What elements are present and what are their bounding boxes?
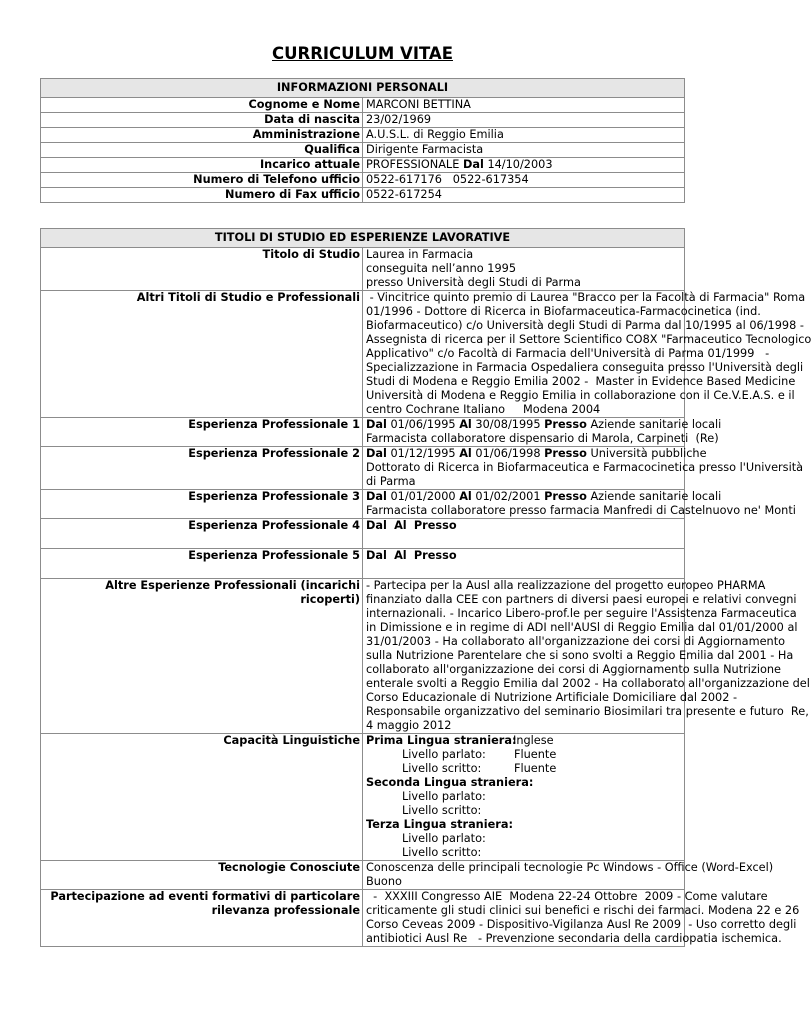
field-value: [363, 890, 800, 947]
level-value: Fluente: [514, 748, 557, 761]
field-value: [363, 519, 685, 549]
text-line: finanziato dalla CEE con partners di diversi paesi europei e relativi convegni: [366, 593, 797, 606]
text-line: presso Università degli Studi di Parma: [366, 276, 581, 289]
date-from: 01/01/2000: [390, 490, 456, 503]
table-row: [41, 734, 685, 861]
text-line: Assegnista di ricerca per il Settore Scientifico CO8X "Farmaceutico Tecnologico: [366, 333, 811, 346]
presso-keyword: Presso: [544, 490, 587, 503]
language-level: [366, 748, 681, 762]
field-label: Qualifica: [41, 143, 363, 158]
field-value: 0522-617176 0522-617354: [363, 173, 685, 188]
table-row: [41, 291, 685, 418]
text-line: Biofarmaceutico) c/o Università degli Studi di Parma dal 10/1995 al 06/1998 -: [366, 319, 804, 332]
al-keyword: Al: [394, 519, 407, 532]
table-row: [41, 861, 685, 890]
field-label: Titolo di Studio: [41, 248, 363, 291]
dal-keyword: Dal: [366, 490, 387, 503]
level-label: Livello scritto:: [402, 804, 482, 817]
table-row: [41, 158, 685, 173]
presso-keyword: Presso: [413, 549, 457, 562]
field-value: [363, 447, 804, 490]
date-from: 01/12/1995: [390, 447, 456, 460]
employer: Aziende sanitarie locali: [590, 418, 722, 431]
text-line: collaborato all'organizzazione dei corsi di Aggiornamento sulla Nutrizione: [366, 663, 782, 676]
text-line: in Dimissione e in regime di ADI nell'AUSl di Reggio Emilia dal 01/01/2000 al: [366, 621, 798, 634]
table-row: [41, 447, 685, 490]
personal-info-header: INFORMAZIONI PERSONALI: [41, 79, 685, 98]
text-line: centro Cochrane Italiano Modena 2004: [366, 403, 601, 416]
al-keyword: Al: [459, 490, 472, 503]
dal-keyword: Dal: [366, 549, 387, 562]
al-keyword: Al: [459, 447, 472, 460]
text-line: Corso Ceveas 2009 - Dispositivo-Vigilanza Ausl Re 2009 - Uso corretto degli: [366, 918, 797, 931]
language-title: Prima Lingua straniera:: [366, 734, 517, 747]
text-line: - Vincitrice quinto premio di Laurea "Bracco per la Facoltà di Farmacia" Roma: [366, 291, 806, 304]
field-label: Esperienza Professionale 3: [41, 490, 363, 519]
field-value: [363, 734, 685, 861]
text-line: Laurea in Farmacia: [366, 248, 474, 261]
dal-keyword: Dal: [462, 158, 484, 171]
table-row: [41, 248, 685, 291]
field-label: Esperienza Professionale 1: [41, 418, 363, 447]
language-title: Terza Lingua straniera:: [366, 818, 513, 831]
field-value: [363, 418, 722, 447]
field-label: Data di nascita: [41, 113, 363, 128]
text-line: Buono: [366, 875, 402, 888]
text-line: 4 maggio 2012: [366, 719, 452, 732]
field-label: Capacità Linguistiche: [41, 734, 363, 861]
field-value: [363, 158, 685, 173]
field-value: 0522-617254: [363, 188, 685, 203]
incarico-date: 14/10/2003: [487, 158, 553, 171]
employer: Università pubbliche: [590, 447, 707, 460]
field-label: Tecnologie Conosciute: [41, 861, 363, 890]
level-label: Livello parlato:: [402, 832, 486, 845]
table-row: [41, 890, 685, 947]
incarico-type: PROFESSIONALE: [366, 158, 460, 171]
level-label: Livello scritto:: [402, 846, 482, 859]
field-label: Numero di Telefono ufficio: [41, 173, 363, 188]
field-label: Numero di Fax ufficio: [41, 188, 363, 203]
date-to: 30/08/1995: [475, 418, 541, 431]
text-line: Corso Educazionale di Nutrizione Artificiale Domiciliare dal 2002 -: [366, 691, 738, 704]
table-row: [41, 188, 685, 203]
text-line: Applicativo" c/o Facoltà di Farmacia dell'Università di Parma 01/1999 -: [366, 347, 770, 360]
table-row: [41, 143, 685, 158]
date-from: 01/06/1995: [390, 418, 456, 431]
field-label: Altri Titoli di Studio e Professionali: [41, 291, 363, 418]
table-row: [41, 549, 685, 579]
level-value: Fluente: [514, 762, 557, 775]
presso-keyword: Presso: [413, 519, 457, 532]
studies-header: TITOLI DI STUDIO ED ESPERIENZE LAVORATIVE: [41, 229, 685, 248]
text-line: di Parma: [366, 475, 416, 488]
language-name: Inglese: [513, 734, 554, 747]
field-label: Amministrazione: [41, 128, 363, 143]
field-value: [363, 248, 685, 291]
text-line: Università di Modena e Reggio Emilia in collaborazione con il Ce.V.E.A.S. e il: [366, 389, 795, 402]
language-title: Seconda Lingua straniera:: [366, 776, 534, 789]
field-label: Esperienza Professionale 5: [41, 549, 363, 579]
text-line: 31/01/2003 - Ha collaborato all'organizzazione dei corsi di Aggiornamento: [366, 635, 786, 648]
dal-keyword: Dal: [366, 519, 387, 532]
presso-keyword: Presso: [544, 418, 587, 431]
field-value: Dirigente Farmacista: [363, 143, 685, 158]
field-value: 23/02/1969: [363, 113, 685, 128]
language-level: [366, 762, 681, 776]
studies-table: [40, 228, 811, 947]
experience-dates: [366, 447, 707, 461]
table-row: [41, 519, 685, 549]
presso-keyword: Presso: [544, 447, 587, 460]
text-line: conseguita nell’anno 1995: [366, 262, 517, 275]
field-value: [363, 291, 811, 418]
field-value: [363, 490, 796, 519]
page-title: CURRICULUM VITAE: [272, 44, 453, 63]
personal-info-table: [40, 78, 685, 203]
table-row: [41, 98, 685, 113]
level-label: Livello scritto:: [402, 762, 482, 775]
language-heading: [366, 818, 681, 832]
text-line: Responsabile organizzativo del seminario Biosimilari tra presente e futuro Re,: [366, 705, 809, 718]
table-row: [41, 490, 685, 519]
text-line: internazionali. - Incarico Libero-prof.le per seguire l'Assistenza Farmaceutica: [366, 607, 797, 620]
field-value: MARCONI BETTINA: [363, 98, 685, 113]
experience-dates: [366, 490, 722, 504]
text-line: criticamente gli studi clinici sui benefici e rischi dei farmaci. Modena 22 e 26: [366, 904, 800, 917]
date-to: 01/06/1998: [475, 447, 541, 460]
table-row: [41, 418, 685, 447]
text-line: Specializzazione in Farmacia Ospedaliera conseguita presso l'Università degli: [366, 361, 804, 374]
text-line: enterale svolti a Reggio Emilia dal 2002 - Ha collaborato all'organizzazione del: [366, 677, 810, 690]
field-value: [363, 549, 685, 579]
field-value: [363, 579, 810, 734]
employer: Aziende sanitarie locali: [590, 490, 722, 503]
text-line: - XXXIII Congresso AIE Modena 22-24 Ottobre 2009 - Come valutare: [366, 890, 768, 903]
text-line: Farmacista collaboratore presso farmacia Manfredi di Castelnuovo ne' Monti: [366, 504, 796, 517]
field-label: Cognome e Nome: [41, 98, 363, 113]
experience-dates: [366, 418, 722, 432]
text-line: antibiotici Ausl Re - Prevenzione secondaria della cardiopatia ischemica.: [366, 932, 782, 945]
field-label: Esperienza Professionale 2: [41, 447, 363, 490]
language-level: [366, 804, 681, 818]
language-level: [366, 832, 681, 846]
table-row: [41, 128, 685, 143]
level-label: Livello parlato:: [402, 748, 486, 761]
language-level: [366, 846, 681, 860]
date-to: 01/02/2001: [475, 490, 541, 503]
field-value: [363, 861, 774, 890]
level-label: Livello parlato:: [402, 790, 486, 803]
text-line: Farmacista collaboratore dispensario di Marola, Carpineti (Re): [366, 432, 719, 445]
text-line: sulla Nutrizione Parentelare che si sono svolti a Reggio Emilia dal 2001 - Ha: [366, 649, 794, 662]
text-line: Dottorato di Ricerca in Biofarmaceutica e Farmacocinetica presso l'Università: [366, 461, 804, 474]
field-label: Incarico attuale: [41, 158, 363, 173]
field-value: A.U.S.L. di Reggio Emilia: [363, 128, 685, 143]
field-label: Altre Esperienze Professionali (incarichi ricoperti): [41, 579, 363, 734]
text-line: 01/1996 - Dottore di Ricerca in Biofarmaceutica-Farmacocinetica (ind.: [366, 305, 761, 318]
table-row: [41, 579, 685, 734]
al-keyword: Al: [459, 418, 472, 431]
text-line: - Partecipa per la Ausl alla realizzazione del progetto europeo PHARMA: [366, 579, 766, 592]
language-level: [366, 790, 681, 804]
text-line: Studi di Modena e Reggio Emilia 2002 - Master in Evidence Based Medicine: [366, 375, 796, 388]
al-keyword: Al: [394, 549, 407, 562]
field-label: Esperienza Professionale 4: [41, 519, 363, 549]
language-heading: [366, 734, 681, 748]
language-heading: [366, 776, 681, 790]
dal-keyword: Dal: [366, 418, 387, 431]
field-label: Partecipazione ad eventi formativi di particolare rilevanza professionale: [41, 890, 363, 947]
dal-keyword: Dal: [366, 447, 387, 460]
table-row: [41, 113, 685, 128]
table-row: [41, 173, 685, 188]
text-line: Conoscenza delle principali tecnologie Pc Windows - Office (Word-Excel): [366, 861, 774, 874]
